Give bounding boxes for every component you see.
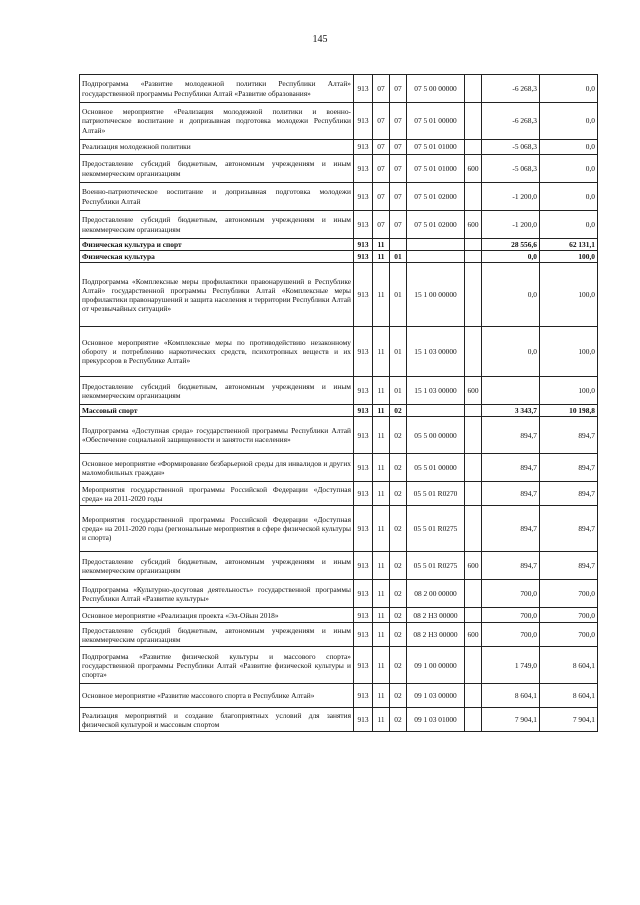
row-name: Предоставление субсидий бюджетным, автономным учреждениям и иным некоммерческим организациям bbox=[80, 377, 354, 405]
target-article-code: 15 1 03 00000 bbox=[407, 377, 465, 405]
grbs-code: 913 bbox=[354, 684, 373, 708]
expense-type-code bbox=[465, 708, 482, 732]
section-code: 11 bbox=[373, 417, 390, 454]
target-article-code: 15 1 03 00000 bbox=[407, 327, 465, 377]
amount-1: 3 343,7 bbox=[482, 405, 540, 417]
table-row bbox=[80, 580, 598, 608]
amount-1: 0,0 bbox=[482, 327, 540, 377]
expense-type-code bbox=[465, 608, 482, 623]
row-name: Основное мероприятие «Реализация молодежной политики и военно-патриотическое воспитание и допризывная подготовка молодежи Республики Алтай» bbox=[80, 103, 354, 140]
amount-2: 10 198,8 bbox=[540, 405, 598, 417]
section-code: 07 bbox=[373, 211, 390, 239]
subsection-code: 07 bbox=[390, 183, 407, 211]
row-name: Массовый спорт bbox=[80, 405, 354, 417]
amount-2: 894,7 bbox=[540, 454, 598, 482]
table-row bbox=[80, 684, 598, 708]
section-code: 11 bbox=[373, 263, 390, 327]
amount-2: 0,0 bbox=[540, 155, 598, 183]
target-article-code: 09 1 00 00000 bbox=[407, 647, 465, 684]
table-row bbox=[80, 377, 598, 405]
amount-2: 894,7 bbox=[540, 552, 598, 580]
table-row bbox=[80, 263, 598, 327]
grbs-code: 913 bbox=[354, 75, 373, 103]
amount-2: 62 131,1 bbox=[540, 239, 598, 251]
expense-type-code bbox=[465, 417, 482, 454]
amount-1: 894,7 bbox=[482, 454, 540, 482]
subsection-code: 02 bbox=[390, 506, 407, 552]
row-name: Основное мероприятие «Комплексные меры по противодействию незаконному обороту и потреблению наркотических средств, психотропных веществ и их прекурсоров в Республике Алтай» bbox=[80, 327, 354, 377]
section-code: 11 bbox=[373, 377, 390, 405]
expense-type-code bbox=[465, 580, 482, 608]
section-code: 11 bbox=[373, 623, 390, 647]
table-row bbox=[80, 239, 598, 251]
section-code: 07 bbox=[373, 140, 390, 155]
amount-2: 700,0 bbox=[540, 580, 598, 608]
amount-1: 1 749,0 bbox=[482, 647, 540, 684]
grbs-code: 913 bbox=[354, 211, 373, 239]
row-name: Военно-патриотическое воспитание и допризывная подготовка молодежи Республики Алтай bbox=[80, 183, 354, 211]
table-row bbox=[80, 454, 598, 482]
section-code: 11 bbox=[373, 454, 390, 482]
table-row bbox=[80, 211, 598, 239]
target-article-code: 15 1 00 00000 bbox=[407, 263, 465, 327]
expense-type-code bbox=[465, 506, 482, 552]
amount-1 bbox=[482, 377, 540, 405]
table-row bbox=[80, 708, 598, 732]
section-code: 11 bbox=[373, 684, 390, 708]
expense-type-code: 600 bbox=[465, 155, 482, 183]
grbs-code: 913 bbox=[354, 580, 373, 608]
subsection-code: 02 bbox=[390, 405, 407, 417]
amount-2: 100,0 bbox=[540, 377, 598, 405]
grbs-code: 913 bbox=[354, 708, 373, 732]
subsection-code: 02 bbox=[390, 684, 407, 708]
expense-type-code: 600 bbox=[465, 552, 482, 580]
expense-type-code bbox=[465, 263, 482, 327]
amount-1: -6 268,3 bbox=[482, 103, 540, 140]
target-article-code bbox=[407, 239, 465, 251]
amount-2: 0,0 bbox=[540, 140, 598, 155]
row-name: Подпрограмма «Развитие физической культуры и массового спорта» государственной программы Республики Алтай «Развитие физической культуры и спорта» bbox=[80, 647, 354, 684]
subsection-code: 07 bbox=[390, 211, 407, 239]
amount-1: 700,0 bbox=[482, 608, 540, 623]
amount-1: 0,0 bbox=[482, 251, 540, 263]
amount-1: -5 068,3 bbox=[482, 155, 540, 183]
target-article-code: 09 1 03 01000 bbox=[407, 708, 465, 732]
subsection-code: 07 bbox=[390, 155, 407, 183]
expense-type-code bbox=[465, 405, 482, 417]
target-article-code: 05 5 01 R0275 bbox=[407, 506, 465, 552]
table-row bbox=[80, 417, 598, 454]
amount-2: 894,7 bbox=[540, 417, 598, 454]
expense-type-code bbox=[465, 482, 482, 506]
table-row bbox=[80, 506, 598, 552]
table-row bbox=[80, 552, 598, 580]
section-code: 11 bbox=[373, 327, 390, 377]
table-row bbox=[80, 405, 598, 417]
section-code: 11 bbox=[373, 647, 390, 684]
target-article-code: 07 5 01 02000 bbox=[407, 183, 465, 211]
grbs-code: 913 bbox=[354, 506, 373, 552]
section-code: 11 bbox=[373, 552, 390, 580]
row-name: Подпрограмма «Доступная среда» государственной программы Республики Алтай «Обеспечение социальной защищенности и занятости населения» bbox=[80, 417, 354, 454]
grbs-code: 913 bbox=[354, 183, 373, 211]
target-article-code bbox=[407, 251, 465, 263]
grbs-code: 913 bbox=[354, 454, 373, 482]
amount-1: 700,0 bbox=[482, 580, 540, 608]
subsection-code: 01 bbox=[390, 327, 407, 377]
row-name: Предоставление субсидий бюджетным, автономным учреждениям и иным некоммерческим организациям bbox=[80, 211, 354, 239]
row-name: Предоставление субсидий бюджетным, автономным учреждениям и иным некоммерческим организациям bbox=[80, 552, 354, 580]
subsection-code: 02 bbox=[390, 708, 407, 732]
subsection-code: 01 bbox=[390, 377, 407, 405]
target-article-code: 05 5 00 00000 bbox=[407, 417, 465, 454]
row-name: Физическая культура и спорт bbox=[80, 239, 354, 251]
grbs-code: 913 bbox=[354, 263, 373, 327]
grbs-code: 913 bbox=[354, 552, 373, 580]
grbs-code: 913 bbox=[354, 405, 373, 417]
row-name: Физическая культура bbox=[80, 251, 354, 263]
target-article-code: 07 5 01 01000 bbox=[407, 140, 465, 155]
amount-2: 7 904,1 bbox=[540, 708, 598, 732]
amount-2: 8 604,1 bbox=[540, 647, 598, 684]
section-code: 07 bbox=[373, 103, 390, 140]
subsection-code: 02 bbox=[390, 608, 407, 623]
expense-type-code: 600 bbox=[465, 377, 482, 405]
section-code: 11 bbox=[373, 580, 390, 608]
subsection-code: 02 bbox=[390, 454, 407, 482]
amount-2: 0,0 bbox=[540, 183, 598, 211]
amount-1: 28 556,6 bbox=[482, 239, 540, 251]
subsection-code: 01 bbox=[390, 251, 407, 263]
amount-2: 894,7 bbox=[540, 482, 598, 506]
amount-1: 894,7 bbox=[482, 417, 540, 454]
table-row bbox=[80, 155, 598, 183]
expense-type-code bbox=[465, 183, 482, 211]
row-name: Основное мероприятие «Формирование безбарьерной среды для инвалидов и других маломобильных граждан» bbox=[80, 454, 354, 482]
row-name: Предоставление субсидий бюджетным, автономным учреждениям и иным некоммерческим организациям bbox=[80, 623, 354, 647]
row-name: Основное мероприятие «Реализация проекта «Эл-Ойын 2018» bbox=[80, 608, 354, 623]
amount-1: 894,7 bbox=[482, 482, 540, 506]
target-article-code: 05 5 01 R0275 bbox=[407, 552, 465, 580]
expense-type-code bbox=[465, 103, 482, 140]
target-article-code: 05 5 01 00000 bbox=[407, 454, 465, 482]
amount-2: 8 604,1 bbox=[540, 684, 598, 708]
amount-1: 8 604,1 bbox=[482, 684, 540, 708]
target-article-code: 07 5 00 00000 bbox=[407, 75, 465, 103]
section-code: 07 bbox=[373, 183, 390, 211]
grbs-code: 913 bbox=[354, 155, 373, 183]
amount-2: 100,0 bbox=[540, 251, 598, 263]
expense-type-code bbox=[465, 251, 482, 263]
section-code: 11 bbox=[373, 239, 390, 251]
table-row bbox=[80, 140, 598, 155]
target-article-code: 09 1 03 00000 bbox=[407, 684, 465, 708]
grbs-code: 913 bbox=[354, 482, 373, 506]
subsection-code: 02 bbox=[390, 552, 407, 580]
expense-type-code bbox=[465, 454, 482, 482]
subsection-code: 02 bbox=[390, 417, 407, 454]
amount-2: 0,0 bbox=[540, 211, 598, 239]
amount-2: 700,0 bbox=[540, 608, 598, 623]
grbs-code: 913 bbox=[354, 251, 373, 263]
row-name: Реализация молодежной политики bbox=[80, 140, 354, 155]
target-article-code: 08 2 00 00000 bbox=[407, 580, 465, 608]
amount-1: 894,7 bbox=[482, 506, 540, 552]
amount-1: -5 068,3 bbox=[482, 140, 540, 155]
subsection-code: 01 bbox=[390, 263, 407, 327]
table-row bbox=[80, 482, 598, 506]
row-name: Мероприятия государственной программы Российской Федерации «Доступная среда» на 2011-2020 годы bbox=[80, 482, 354, 506]
row-name: Подпрограмма «Развитие молодежной политики Республики Алтай» государственной программы Республики Алтай «Развитие образования» bbox=[80, 75, 354, 103]
amount-2: 894,7 bbox=[540, 506, 598, 552]
subsection-code: 02 bbox=[390, 623, 407, 647]
amount-1: 0,0 bbox=[482, 263, 540, 327]
target-article-code: 05 5 01 R0270 bbox=[407, 482, 465, 506]
grbs-code: 913 bbox=[354, 103, 373, 140]
target-article-code: 07 5 01 00000 bbox=[407, 103, 465, 140]
table-row bbox=[80, 251, 598, 263]
target-article-code: 08 2 Н3 00000 bbox=[407, 608, 465, 623]
amount-1: -1 200,0 bbox=[482, 211, 540, 239]
expense-type-code: 600 bbox=[465, 211, 482, 239]
expense-type-code bbox=[465, 75, 482, 103]
expense-type-code bbox=[465, 140, 482, 155]
amount-2: 0,0 bbox=[540, 75, 598, 103]
row-name: Предоставление субсидий бюджетным, автономным учреждениям и иным некоммерческим организациям bbox=[80, 155, 354, 183]
row-name: Реализация мероприятий и создание благоприятных условий для занятия физической культурой и массовым спортом bbox=[80, 708, 354, 732]
subsection-code: 07 bbox=[390, 75, 407, 103]
row-name: Подпрограмма «Культурно-досуговая деятельность» государственной программы Республики Алтай «Развитие культуры» bbox=[80, 580, 354, 608]
amount-1: 7 904,1 bbox=[482, 708, 540, 732]
grbs-code: 913 bbox=[354, 417, 373, 454]
section-code: 11 bbox=[373, 708, 390, 732]
table-row bbox=[80, 75, 598, 103]
expense-type-code bbox=[465, 684, 482, 708]
budget-table bbox=[79, 74, 598, 732]
subsection-code: 07 bbox=[390, 140, 407, 155]
subsection-code: 07 bbox=[390, 103, 407, 140]
section-code: 11 bbox=[373, 251, 390, 263]
amount-1: -6 268,3 bbox=[482, 75, 540, 103]
row-name: Мероприятия государственной программы Российской Федерации «Доступная среда» на 2011-2020 годы (региональные мероприятия в сфере физической культуры и спорта) bbox=[80, 506, 354, 552]
grbs-code: 913 bbox=[354, 608, 373, 623]
row-name: Подпрограмма «Комплексные меры профилактики правонарушений в Республике Алтай» государственной программы Республики Алтай «Комплексные меры профилактики правонарушений и защита населения и территории Республики Алтай от чрезвычайных ситуаций» bbox=[80, 263, 354, 327]
table-body bbox=[80, 75, 598, 732]
amount-1: 894,7 bbox=[482, 552, 540, 580]
subsection-code: 02 bbox=[390, 647, 407, 684]
target-article-code: 08 2 Н3 00000 bbox=[407, 623, 465, 647]
amount-2: 0,0 bbox=[540, 103, 598, 140]
grbs-code: 913 bbox=[354, 377, 373, 405]
table-row bbox=[80, 623, 598, 647]
row-name: Основное мероприятие «Развитие массового спорта в Республике Алтай» bbox=[80, 684, 354, 708]
expense-type-code: 600 bbox=[465, 623, 482, 647]
grbs-code: 913 bbox=[354, 647, 373, 684]
table-row bbox=[80, 103, 598, 140]
amount-2: 700,0 bbox=[540, 623, 598, 647]
section-code: 11 bbox=[373, 405, 390, 417]
grbs-code: 913 bbox=[354, 140, 373, 155]
amount-1: 700,0 bbox=[482, 623, 540, 647]
amount-1: -1 200,0 bbox=[482, 183, 540, 211]
subsection-code: 02 bbox=[390, 482, 407, 506]
expense-type-code bbox=[465, 327, 482, 377]
table-row bbox=[80, 608, 598, 623]
table-row bbox=[80, 327, 598, 377]
section-code: 07 bbox=[373, 75, 390, 103]
amount-2: 100,0 bbox=[540, 327, 598, 377]
expense-type-code bbox=[465, 239, 482, 251]
grbs-code: 913 bbox=[354, 239, 373, 251]
section-code: 11 bbox=[373, 506, 390, 552]
target-article-code bbox=[407, 405, 465, 417]
page-number: 145 bbox=[312, 34, 328, 45]
subsection-code: 02 bbox=[390, 580, 407, 608]
section-code: 07 bbox=[373, 155, 390, 183]
subsection-code bbox=[390, 239, 407, 251]
expense-type-code bbox=[465, 647, 482, 684]
table-row bbox=[80, 183, 598, 211]
amount-2: 100,0 bbox=[540, 263, 598, 327]
section-code: 11 bbox=[373, 608, 390, 623]
table-row bbox=[80, 647, 598, 684]
grbs-code: 913 bbox=[354, 327, 373, 377]
target-article-code: 07 5 01 01000 bbox=[407, 155, 465, 183]
target-article-code: 07 5 01 02000 bbox=[407, 211, 465, 239]
section-code: 11 bbox=[373, 482, 390, 506]
grbs-code: 913 bbox=[354, 623, 373, 647]
